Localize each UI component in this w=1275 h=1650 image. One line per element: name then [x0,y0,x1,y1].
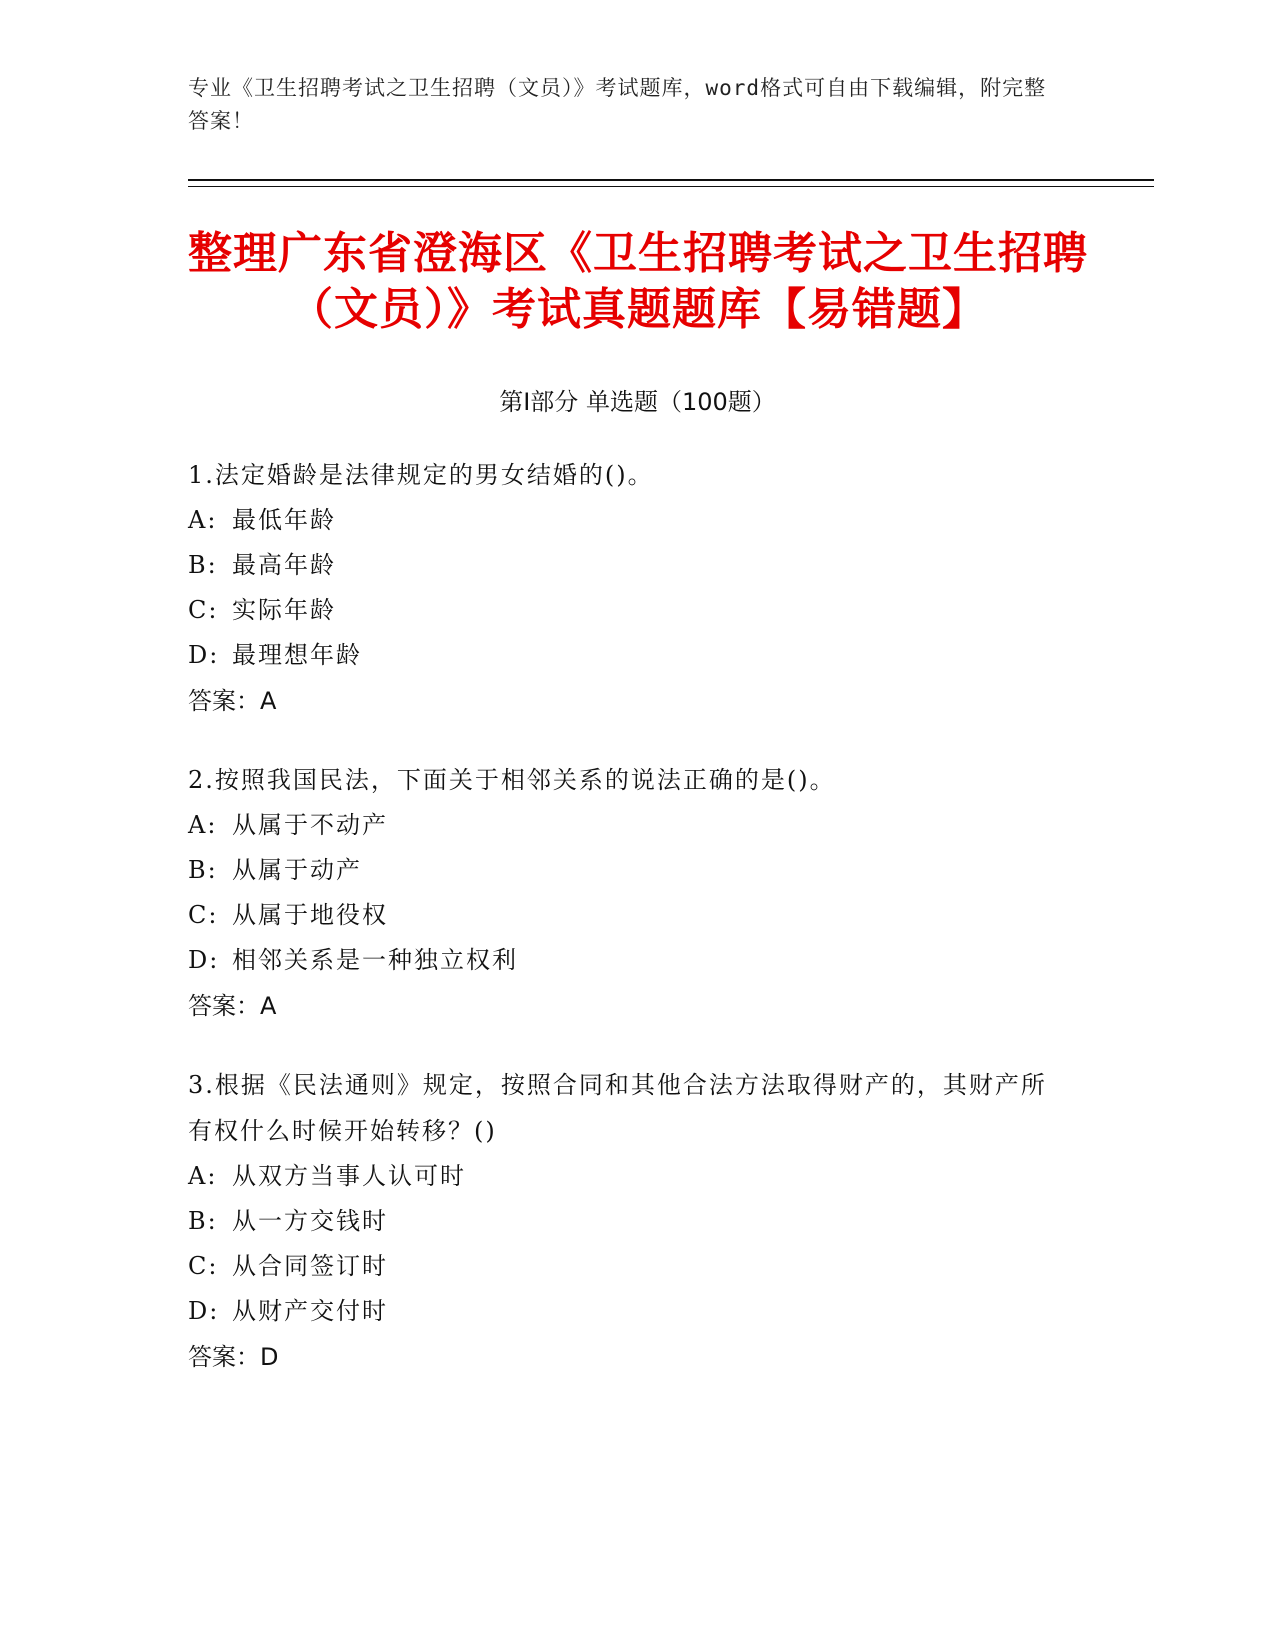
option-d [188,1289,1068,1334]
option-text: 从一方交钱时 [232,1207,388,1235]
option-letter: C: [188,596,219,624]
option-c [188,588,1068,633]
option-d [188,633,1068,678]
option-letter: B: [188,551,218,579]
option-a [188,803,1068,848]
section-heading: 第Ⅰ部分 单选题（100题） [499,388,776,416]
option-d [188,938,1068,983]
option-letter: A: [188,506,218,534]
option-b [188,543,1068,588]
option-text: 从双方当事人认可时 [232,1162,466,1190]
question-text: 3.根据《民法通则》规定，按照合同和其他合法方法取得财产的，其财产所有权什么时候开始转移？() [188,1071,1047,1145]
option-b [188,1199,1068,1244]
option-letter: B: [188,856,218,884]
option-c [188,893,1068,938]
option-text: 从合同签订时 [232,1252,388,1280]
document-title: 整理广东省澄海区《卫生招聘考试之卫生招聘（文员）》考试真题题库【易错题】 [188,228,1088,335]
option-letter: D: [188,641,220,669]
option-a [188,1154,1068,1199]
option-text: 实际年龄 [232,596,336,624]
question-text: 2.按照我国民法，下面关于相邻关系的说法正确的是()。 [188,766,836,794]
answer-line: 答案：A [188,992,277,1020]
option-letter: C: [188,1252,219,1280]
option-text: 最低年龄 [232,506,336,534]
option-letter: A: [188,811,218,839]
option-text: 最高年龄 [232,551,336,579]
question-1 [188,452,1068,724]
header-note: 专业《卫生招聘考试之卫生招聘（文员）》考试题库，word格式可自由下载编辑，附完整答案！ [188,76,1047,133]
option-letter: C: [188,901,219,929]
header-rule-thick [188,179,1154,181]
option-text: 从财产交付时 [232,1297,388,1325]
question-text: 1.法定婚龄是法律规定的男女结婚的()。 [188,461,654,489]
question-2 [188,757,1068,1029]
option-letter: A: [188,1162,218,1190]
answer-line: 答案：A [188,687,277,715]
option-text: 从属于地役权 [232,901,388,929]
question-3 [188,1062,1068,1380]
option-text: 从属于不动产 [232,811,388,839]
option-b [188,848,1068,893]
option-c [188,1244,1068,1289]
option-letter: D: [188,1297,220,1325]
header-rule-thin [188,186,1154,187]
option-letter: D: [188,946,220,974]
answer-line: 答案：D [188,1343,279,1371]
option-a [188,498,1068,543]
option-text: 最理想年龄 [232,641,362,669]
option-text: 从属于动产 [232,856,362,884]
option-letter: B: [188,1207,218,1235]
option-text: 相邻关系是一种独立权利 [232,946,518,974]
